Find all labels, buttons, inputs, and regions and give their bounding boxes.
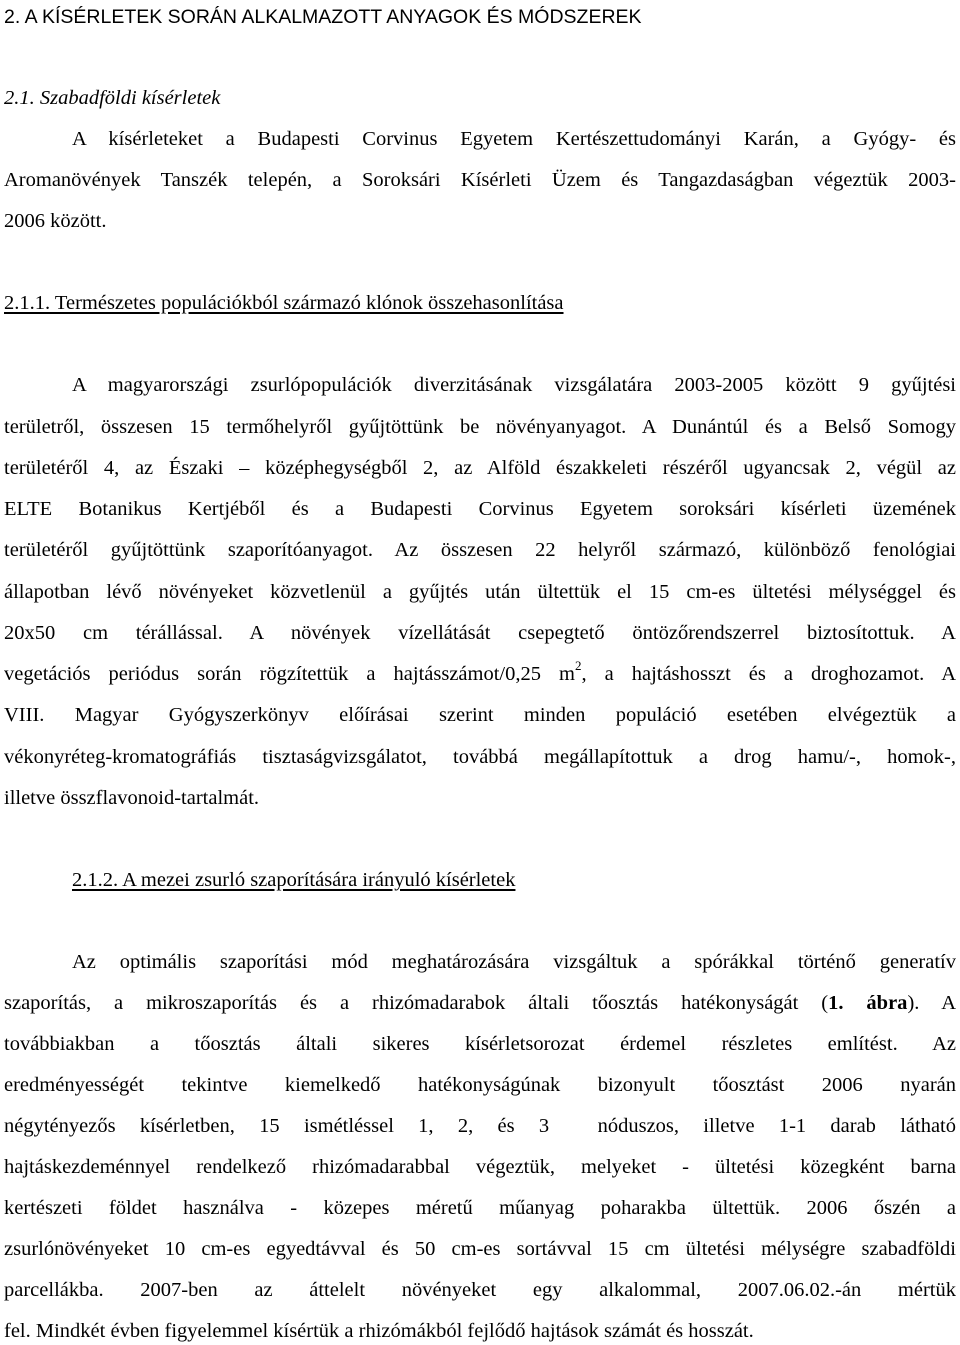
paragraph-line: A magyarországi zsurlópopulációk diverzitásának vizsgálatára 2003-2005 között 9 gyűjtési: [72, 374, 956, 396]
section-2-1-2-title-text: 2.1.2. A mezei zsurló szaporítására irányuló kísérletek: [72, 869, 516, 891]
paragraph-line: négytényezős kísérletben, 15 ismétléssel 1, 2, és 3 nóduszos, illetve 1-1 darab látható: [4, 1115, 956, 1137]
paragraph-line: 20x50 cm térállással. A növények vízellátását csepegtető öntözőrendszerrel biztosítottuk. A: [4, 622, 956, 644]
paragraph-line: A kísérleteket a Budapesti Corvinus Egyetem Kertészettudományi Karán, a Gyógy- és: [72, 128, 956, 150]
chapter-heading: 2. A KÍSÉRLETEK SORÁN ALKALMAZOTT ANYAGOK ÉS MÓDSZEREK: [4, 6, 642, 28]
paragraph-line: eredményességét tekintve kiemelkedő hatékonyságúnak bizonyult tőosztást 2006 nyarán: [4, 1074, 956, 1096]
section-2-1-2-title: [72, 867, 956, 893]
paragraph-line: illetve összflavonoid-tartalmát.: [4, 787, 260, 809]
superscript: 2: [574, 658, 582, 674]
paragraph-line: ELTE Botanikus Kertjéből és a Budapesti Corvinus Egyetem soroksári kísérleti üzemének: [4, 498, 956, 520]
section-2-1-1-title: [4, 290, 956, 316]
paragraph-line: továbbiakban a tőosztás általi sikeres kísérletsorozat érdemel részletes említést. Az: [4, 1033, 956, 1055]
text-run: ). A: [907, 992, 957, 1014]
paragraph-line: hajtáskezdeménnyel rendelkező rhizómadarabbal végeztük, melyeket - ültetési közegként barna: [4, 1156, 956, 1178]
paragraph-line: zsurlónövényeket 10 cm-es egyedtávval és 50 cm-es sortávval 15 cm ültetési mélységre szabadföldi: [4, 1238, 956, 1260]
section-2-1-name: Szabadföldi kísérletek: [39, 87, 221, 109]
text-run: , a hajtáshosszt és a droghozamot. A: [581, 663, 957, 685]
section-2-1-title: [4, 85, 956, 111]
paragraph-line: Aromanövények Tanszék telepén, a Soroksári Kísérleti Üzem és Tangazdaságban végeztük 2003-: [4, 169, 956, 191]
text-run: szaporítás, a mikroszaporítás és a rhizómadarabok általi tőosztás hatékonyságát (: [4, 992, 829, 1014]
paragraph-line: területéről 4, az Északi – középhegységből 2, az Alföld északkeleti részéről ugyancsak 2, végül az: [4, 457, 956, 479]
paragraph-line: parcellákba. 2007-ben az áttelelt növényeket egy alkalommal, 2007.06.02.-án mértük: [4, 1279, 956, 1301]
paragraph-line: 2006 között.: [4, 210, 107, 232]
paragraph-line: területről, összesen 15 termőhelyről gyűjtöttünk be növényanyagot. A Dunántúl és a Belső Somogy: [4, 416, 956, 438]
paragraph-line: állapotban lévő növényeket közvetlenül a gyűjtés után ültettük el 15 cm-es ültetési mélységgel és: [4, 581, 956, 603]
paragraph-line: kertészeti földet használva - közepes méretű műanyag poharakba ültettük. 2006 őszén a: [4, 1197, 956, 1219]
paragraph-line: VIII. Magyar Gyógyszerkönyv előírásai szerint minden populáció esetében elvégeztük a: [4, 704, 956, 726]
paragraph-line: területéről gyűjtöttünk szaporítóanyagot. Az összesen 22 helyről származó, különböző fenológiai: [4, 539, 956, 561]
paragraph-line-with-superscript: [4, 658, 957, 687]
section-2-1-1-title-text: 2.1.1. Természetes populációkból származó klónok összehasonlítása: [4, 292, 564, 314]
figure-reference: 1. ábra: [828, 992, 908, 1014]
paragraph-line: Az optimális szaporítási mód meghatározására vizsgáltuk a spórákkal történő generatív: [72, 951, 956, 973]
text-run: vegetációs periódus során rögzítettük a hajtásszámot/0,25 m: [4, 663, 575, 685]
section-2-1-number: 2.1.: [4, 87, 35, 109]
paragraph-line-with-figure-ref: [4, 990, 956, 1016]
paragraph-line: fel. Mindkét évben figyelemmel kísértük a rhizómákból fejlődő hajtások számát és hosszát.: [4, 1320, 754, 1342]
paragraph-line: vékonyréteg-kromatográfiás tisztaságvizsgálatot, továbbá megállapítottuk a drog hamu/-, homok-,: [4, 746, 956, 768]
